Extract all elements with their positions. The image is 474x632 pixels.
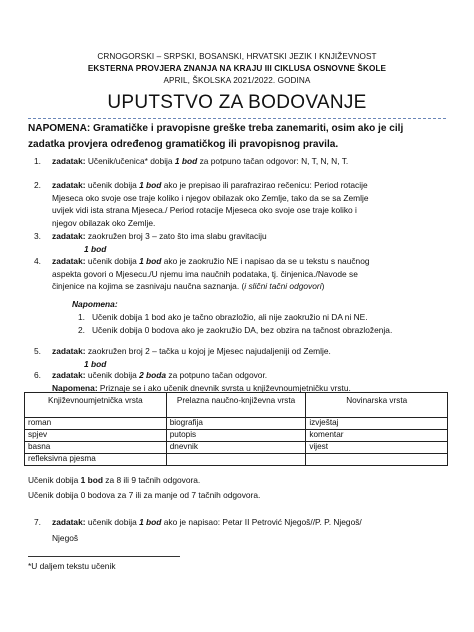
task-3-points: 1 bod: [84, 243, 107, 254]
task-4-line-2: aspekta govori o Mjesecu./U njemu ima naučnih podataka, tj. činjenica./Navode se: [52, 268, 358, 279]
table-cell: dnevnik: [166, 442, 306, 454]
task-1-pre: Učenik/učenica* dobija: [85, 156, 175, 166]
table-cell: putopis: [166, 430, 306, 442]
table-cell: izvještaj: [306, 418, 448, 430]
task-3: [52, 230, 452, 255]
task-6-points: 2 boda: [139, 370, 167, 380]
task-2-number: 2.: [34, 180, 41, 190]
table-cell: [306, 454, 448, 466]
scoring-line-1-end: za 8 ili 9 tačnih odgovora.: [102, 475, 201, 485]
task-7-pre: učenik dobija: [85, 517, 140, 527]
task-6-label: zadatak:: [52, 370, 86, 380]
task-4-line-3: činjenice na kojima se zasnivaju naučna saznanja. (: [52, 281, 245, 291]
task-3-label: zadatak:: [52, 231, 86, 241]
task-2-points: 1 bod: [139, 180, 162, 190]
task-4-line-3-italic: i slični tačni odgovori: [244, 281, 322, 291]
table-cell: spjev: [25, 430, 167, 442]
task-6: [52, 369, 452, 394]
task-3-post: zaokružen broj 3 – zato što ima slabu gravitaciju: [85, 231, 267, 241]
table-cell: vijest: [306, 442, 448, 454]
task-4-label: zadatak:: [52, 256, 86, 266]
table-cell: basna: [25, 442, 167, 454]
task-7-number: 7.: [34, 517, 41, 527]
table-cell: komentar: [306, 430, 448, 442]
task-2-post: ako je prepisao ili parafrazirao rečenicu: Period rotacije: [161, 180, 368, 190]
task-2-label: zadatak:: [52, 180, 86, 190]
general-note-line-2: zadatka provjera određenog gramatičkog ili pravopisnog pravila.: [28, 139, 339, 150]
header-subject: CRNOGORSKI – SRPSKI, BOSANSKI, HRVATSKI JEZIK I KNJIŽEVNOST: [97, 52, 377, 61]
task-7-line-2: Njegoš: [52, 532, 79, 543]
scoring-line-1: Učenik dobija: [28, 475, 81, 485]
footnote-divider: [28, 556, 180, 557]
table-row: [25, 418, 448, 430]
task-1: [52, 155, 452, 168]
task-2-pre: učenik dobija: [85, 180, 140, 190]
task-4-points: 1 bod: [139, 256, 162, 266]
table-cell: [166, 454, 306, 466]
task-1-points: 1 bod: [174, 156, 198, 166]
footnote: *U daljem tekstu učenik: [28, 561, 116, 571]
task-6-note-label: Napomena:: [52, 382, 98, 393]
scoring-rules: [28, 474, 448, 501]
task-1-post: za potpuno tačan odgovor: N, T, N, N, T.: [197, 156, 349, 166]
task-6-pre: učenik dobija: [85, 370, 140, 380]
task-2-line-2: Mjeseca oko svoje ose traje koliko i njegov obilazak oko Zemlje, tako da se sa Zemlje: [52, 192, 369, 203]
task-3-number: 3.: [34, 231, 41, 241]
task-4-number: 4.: [34, 256, 41, 266]
task-4-post: ako je zaokružio NE i napisao da se u tekstu s naučnog: [161, 256, 370, 266]
scoring-line-2: Učenik dobija 0 bodova za 7 ili za manje od 7 tačnih odgovora.: [28, 489, 261, 500]
table-cell: biografija: [166, 418, 306, 430]
header-date: APRIL, ŠKOLSKA 2021/2022. GODINA: [163, 76, 311, 85]
table-row: [25, 430, 448, 442]
task-1-number: 1.: [34, 156, 41, 166]
task-4-note-2: Učenik dobija 0 bodova ako je zaokružio DA, bez obzira na tačnost obrazloženja.: [92, 325, 393, 335]
task-7-points: 1 bod: [139, 517, 162, 527]
table-cell: refleksivna pjesma: [25, 454, 167, 466]
task-5-label: zadatak:: [52, 346, 86, 356]
task-4-line-3-end: ): [321, 281, 325, 291]
table-cell: roman: [25, 418, 167, 430]
task-6-note: Priznaje se i ako učenik dnevnik svrsta u književnoumjetničku vrstu.: [97, 382, 351, 393]
table-row: [25, 442, 448, 454]
genre-table: [24, 392, 448, 466]
task-4: [52, 255, 452, 293]
task-5-points: 1 bod: [84, 358, 107, 369]
task-2-line-3: uvijek vidi ista strana Mjeseca./ Period rotacije Mjeseca oko svoje ose traje koliko i: [52, 205, 357, 215]
title-divider: [28, 118, 446, 119]
task-5: [52, 345, 452, 370]
task-7-post: ako je napisao: Petar II Petrović Njegoš//P. P. Njegoš/: [161, 517, 362, 527]
table-header-cell: Novinarska vrsta: [306, 393, 448, 418]
table-header-cell: Prelazna naučno-književna vrsta: [166, 393, 306, 418]
task-2: [52, 179, 462, 229]
task-2-line-4: njegov obilazak oko Zemlje.: [52, 217, 156, 228]
task-4-note-1-number: 1.: [78, 312, 85, 322]
general-note-line-1: NAPOMENA: Gramatičke i pravopisne greške treba zanemariti, osim ako je cilj: [28, 123, 404, 134]
task-4-note-title: Napomena:: [72, 299, 118, 309]
header-exam: EKSTERNA PROVJERA ZNANJA NA KRAJU III CIKLUSA OSNOVNE ŠKOLE: [87, 64, 387, 73]
general-note: [28, 121, 448, 153]
table-header-cell: Književnoumjetnička vrsta: [25, 393, 167, 418]
task-1-label: zadatak:: [52, 156, 86, 166]
task-7: [52, 516, 452, 544]
task-5-number: 5.: [34, 346, 41, 356]
table-row: [25, 454, 448, 466]
task-5-post: zaokružen broj 2 – tačka u kojoj je Mjesec najudaljeniji od Zemlje.: [85, 346, 331, 356]
task-4-note-2-number: 2.: [78, 325, 85, 335]
task-4-note-1: Učenik dobija 1 bod ako je tačno obrazložio, ali nije zaokružio ni DA ni NE.: [92, 312, 368, 322]
task-6-number: 6.: [34, 370, 41, 380]
task-6-post: za potpuno tačan odgovor.: [166, 370, 268, 380]
task-4-pre: učenik dobija: [85, 256, 140, 266]
scoring-points: 1 bod: [80, 475, 103, 485]
task-7-label: zadatak:: [52, 517, 86, 527]
table-header-row: [25, 393, 448, 418]
page-title: UPUTSTVO ZA BODOVANJE: [107, 92, 367, 113]
